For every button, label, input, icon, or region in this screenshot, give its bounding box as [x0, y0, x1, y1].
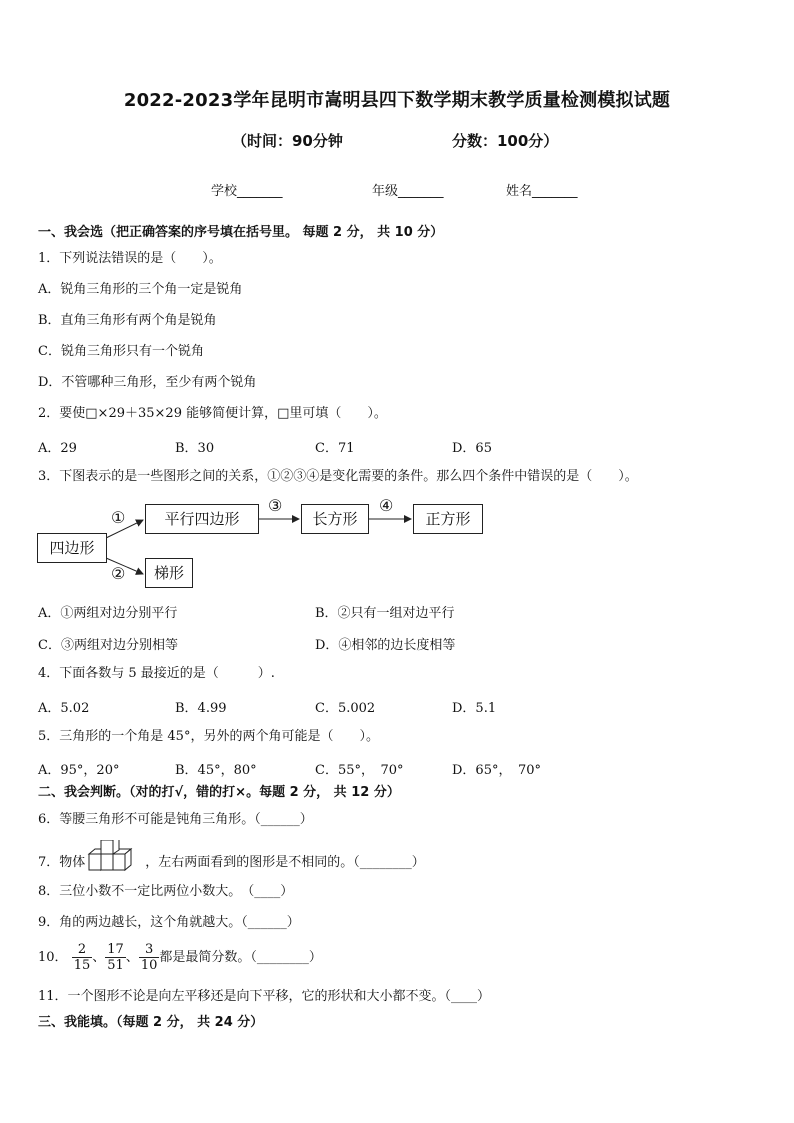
cond-3: ③ — [268, 496, 283, 515]
box-rectangle: 长方形 — [301, 504, 369, 534]
q2-option-b: B．30 — [175, 441, 215, 456]
score-label: 分数：100分） — [452, 132, 559, 150]
q1-option-b: B．直角三角形有两个角是锐角 — [38, 313, 217, 328]
section3-heading: 三、我能填。（每题 2 分， 共 24 分） — [38, 1015, 264, 1030]
fraction-numerator: 17 — [107, 942, 124, 957]
cond-4: ④ — [379, 496, 394, 515]
q11: 11．一个图形不论是向左平移还是向下平移，它的形状和大小都不变。（____） — [38, 989, 491, 1004]
cond-1: ① — [111, 508, 126, 527]
q5-option-b: B．45°，80° — [175, 763, 257, 778]
q5-option-c: C．55°， 70° — [315, 763, 404, 778]
q1-option-c: C．锐角三角形只有一个锐角 — [38, 344, 204, 359]
q4-stem: 4．下面各数与 5 最接近的是（ ）. — [38, 666, 275, 681]
q3-option-d: D．④相邻的边长度相等 — [315, 638, 456, 653]
q5-option-d: D．65°， 70° — [452, 763, 542, 778]
q3-option-b: B．②只有一组对边平行 — [315, 606, 455, 621]
q2-option-d: D．65 — [452, 441, 492, 456]
q3-option-c: C．③两组对边分别相等 — [38, 638, 178, 653]
box-trapezoid: 梯形 — [145, 558, 193, 588]
fraction-numerator: 2 — [72, 942, 93, 958]
fraction-3-10 — [139, 942, 160, 973]
q2-option-c: C．71 — [315, 441, 355, 456]
q4-option-a: A．5.02 — [38, 701, 90, 716]
q7-prefix: 7．物体 — [38, 855, 86, 870]
name-field: 姓名_______ — [506, 184, 578, 199]
q4-option-b: B．4.99 — [175, 701, 227, 716]
exam-title: 2022-2023学年昆明市嵩明县四下数学期末教学质量检测模拟试题 — [123, 90, 671, 111]
q10-number: 10． — [38, 950, 68, 965]
fraction-denominator: 10 — [140, 958, 158, 973]
q5-options — [38, 759, 738, 777]
q10-tail: 都是最简分数。（________） — [159, 950, 322, 965]
cond-2: ② — [111, 564, 126, 583]
q4-options — [38, 697, 738, 715]
q10 — [38, 940, 322, 976]
q8: 8．三位小数不一定比两位小数大。 （____） — [38, 884, 294, 899]
q7 — [38, 840, 425, 872]
q2-stem: 2．要使□×29＋35×29 能够简便计算，□里可填（ ）。 — [38, 406, 387, 421]
cube-stack-image — [85, 840, 145, 885]
q1-option-a: A．锐角三角形的三个角一定是锐角 — [38, 282, 243, 297]
q3-option-a: A．①两组对边分别平行 — [38, 606, 178, 621]
separator: 、 — [125, 950, 139, 965]
q6: 6．等腰三角形不可能是钝角三角形。（______） — [38, 812, 313, 827]
grade-field: 年级_______ — [372, 184, 444, 199]
q4-option-d: D．5.1 — [452, 701, 497, 716]
fraction-denominator: 15 — [73, 958, 91, 973]
q2-option-a: A．29 — [38, 441, 77, 456]
fraction-17-51 — [105, 942, 126, 973]
fraction-numerator: 3 — [139, 942, 160, 958]
q3-options-row1 — [38, 602, 738, 620]
q5-option-a: A．95°，20° — [38, 763, 120, 778]
section1-heading: 一、我会选（把正确答案的序号填在括号里。 每题 2 分， 共 10 分） — [38, 225, 444, 240]
q1-stem: 1．下列说法错误的是（ ）。 — [38, 251, 222, 266]
q7-suffix: ，左右两面看到的图形是不相同的。（________） — [145, 855, 425, 870]
q3-options-row2 — [38, 634, 738, 652]
q1-option-d: D．不管哪种三角形，至少有两个锐角 — [38, 375, 257, 390]
fraction-denominator: 51 — [107, 958, 124, 973]
box-square: 正方形 — [413, 504, 483, 534]
q5-stem: 5．三角形的一个角是 45°，另外的两个角可能是（ ）。 — [38, 729, 379, 744]
q2-options — [38, 437, 738, 455]
q4-option-c: C．5.002 — [315, 701, 376, 716]
shape-relation-diagram — [36, 496, 496, 596]
school-field: 学校_______ — [211, 184, 283, 199]
q3-stem: 3．下图表示的是一些图形之间的关系，①②③④是变化需要的条件。那么四个条件中错误的是（ ）。 — [38, 469, 638, 484]
time-label: （时间：90分钟 — [232, 132, 343, 150]
box-quadrilateral: 四边形 — [37, 533, 107, 563]
box-parallelogram: 平行四边形 — [145, 504, 259, 534]
section2-heading: 二、我会判断。（对的打√，错的打×。每题 2 分， 共 12 分） — [38, 785, 400, 800]
q9: 9．角的两边越长，这个角就越大。（______） — [38, 915, 300, 930]
fraction-2-15 — [72, 942, 93, 973]
separator: 、 — [92, 950, 106, 965]
